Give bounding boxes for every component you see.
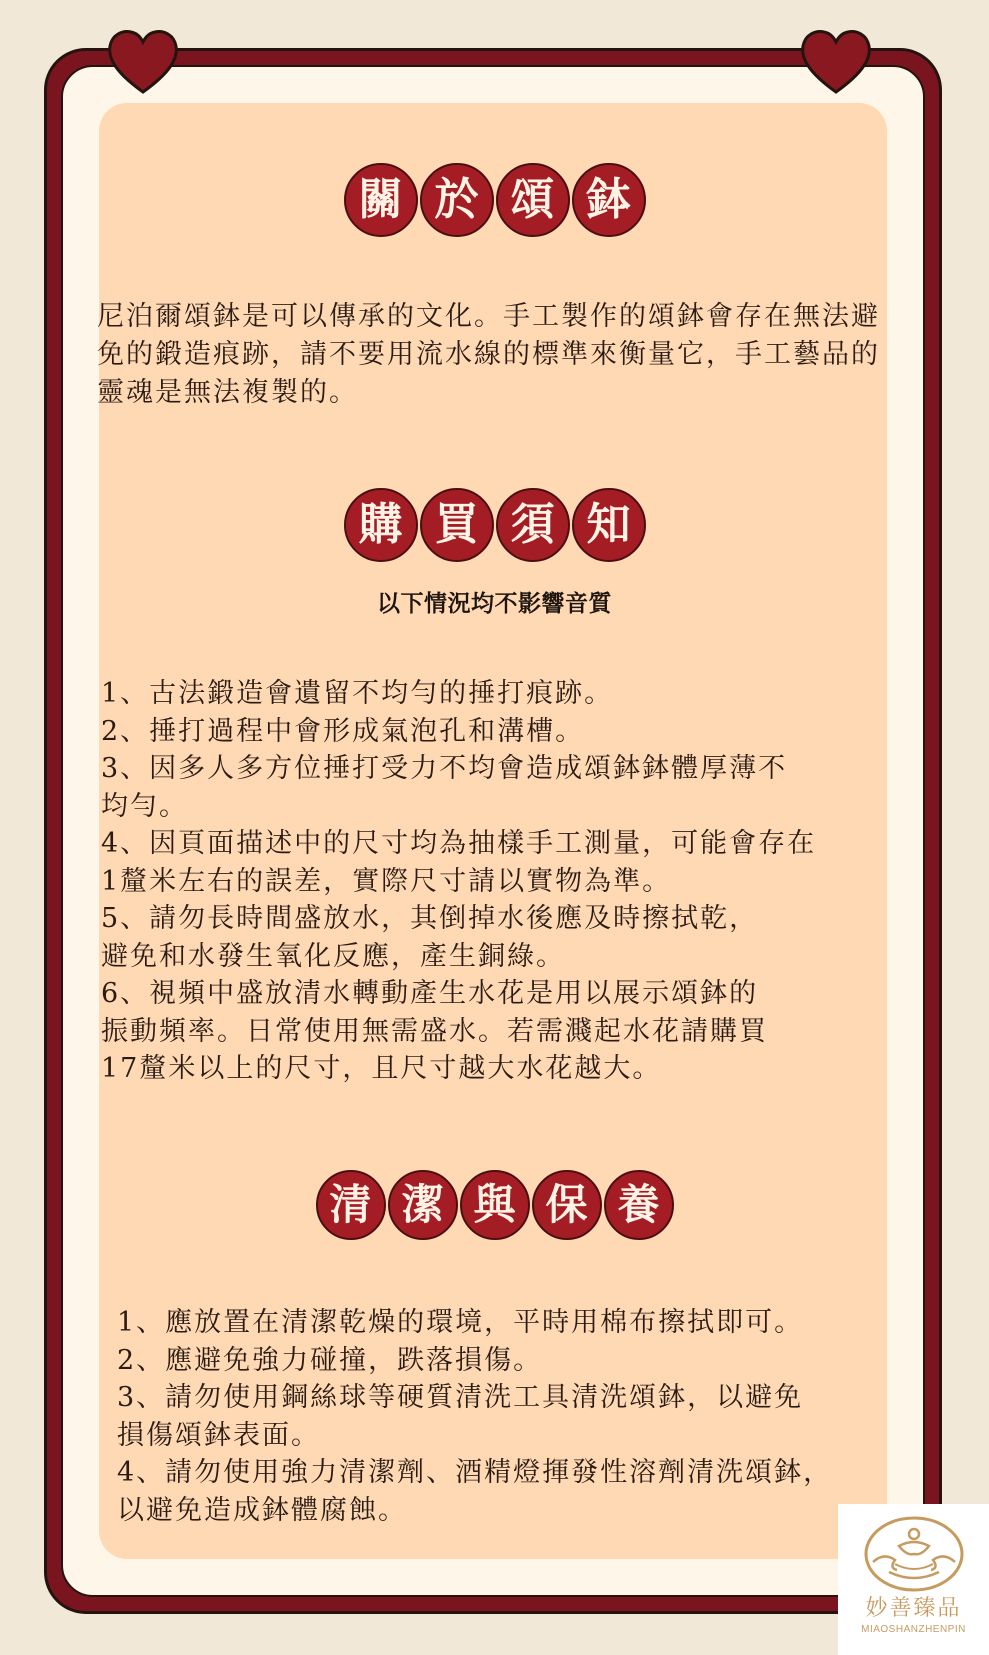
title-char: 養 <box>604 1170 674 1240</box>
list-item: 4、因頁面描述中的尺寸均為抽樣手工測量，可能會存在 1釐米左右的誤差，實際尺寸請以實物為準。 <box>101 828 817 897</box>
heart-icon <box>105 28 181 96</box>
title-char: 鉢 <box>572 163 646 237</box>
list-item: 3、因多人多方位捶打受力不均會造成頌鉢鉢體厚薄不 均勻。 <box>101 753 788 822</box>
section-title-about <box>0 163 989 237</box>
list-item: 2、捶打過程中會形成氣泡孔和溝槽。 <box>101 715 585 747</box>
purchase-subtitle: 以下情況均不影響音質 <box>377 591 612 617</box>
title-char: 於 <box>420 163 494 237</box>
title-char: 與 <box>460 1170 530 1240</box>
brand-logo <box>838 1504 989 1655</box>
title-char: 潔 <box>388 1170 458 1240</box>
care-list <box>117 1304 917 1529</box>
title-char: 清 <box>316 1170 386 1240</box>
logo-name: 妙善臻品 <box>865 1596 962 1621</box>
title-char: 保 <box>532 1170 602 1240</box>
list-item: 3、請勿使用鋼絲球等硬質清洗工具清洗頌鉢，以避免 損傷頌鉢表面。 <box>117 1382 804 1451</box>
about-paragraph: 尼泊爾頌鉢是可以傳承的文化。手工製作的頌鉢會存在無法避免的鍛造痕跡，請不要用流水線的標準來衡量它，手工藝品的靈魂是無法複製的。 <box>97 301 880 408</box>
purchase-notes-list <box>101 675 921 1088</box>
logo-pinyin: MIAOSHANZHENPIN <box>861 1624 966 1635</box>
section-title-purchase <box>0 488 989 562</box>
title-char: 購 <box>344 488 418 562</box>
heart-icon <box>798 28 874 96</box>
title-char: 關 <box>344 163 418 237</box>
list-item: 5、請勿長時間盛放水，其倒掉水後應及時擦拭乾， 避免和水發生氧化反應，產生銅綠。 <box>101 903 759 972</box>
title-char: 須 <box>496 488 570 562</box>
title-char: 頌 <box>496 163 570 237</box>
title-char: 買 <box>420 488 494 562</box>
logo-emblem-icon <box>859 1514 969 1596</box>
list-item: 1、古法鍛造會遺留不均勻的捶打痕跡。 <box>101 678 614 709</box>
section-title-care <box>0 1170 989 1240</box>
list-item: 2、應避免強力碰撞，跌落損傷。 <box>117 1344 543 1376</box>
list-item: 6、視頻中盛放清水轉動產生水花是用以展示頌鉢的 振動頻率。日常使用無需盛水。若需濺起水花請購買 17釐米以上的尺寸，且尺寸越大水花越大。 <box>101 978 768 1084</box>
list-item: 4、請勿使用強力清潔劑、酒精燈揮發性溶劑清洗頌鉢， 以避免造成鉢體腐蝕。 <box>117 1457 833 1526</box>
title-char: 知 <box>572 488 646 562</box>
list-item: 1、應放置在清潔乾燥的環境，平時用棉布擦拭即可。 <box>117 1307 804 1338</box>
